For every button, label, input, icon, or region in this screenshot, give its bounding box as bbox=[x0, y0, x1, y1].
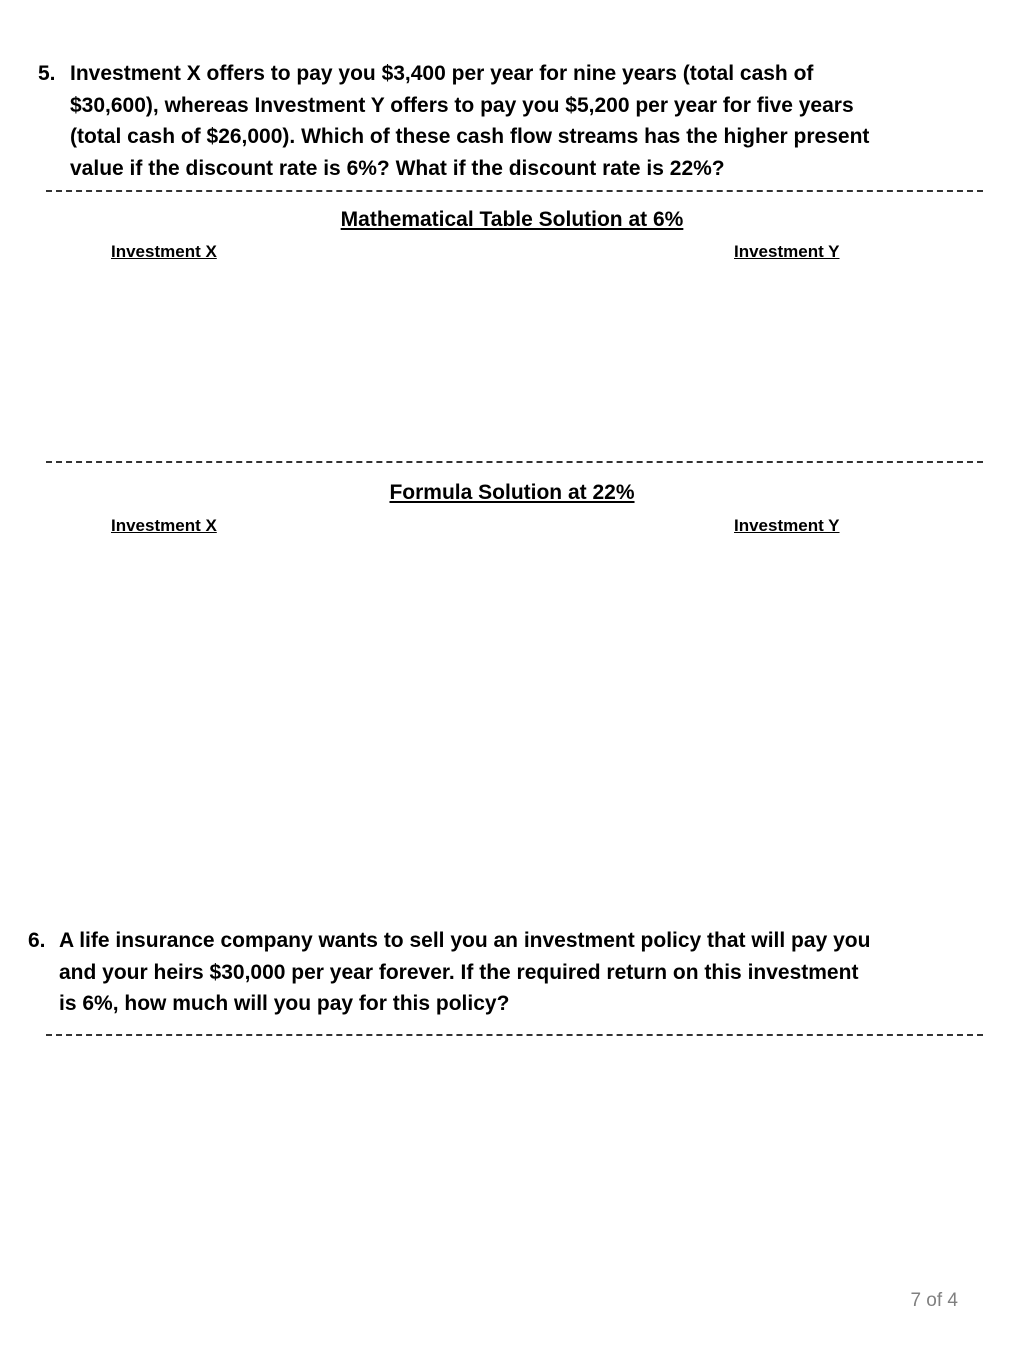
answer-space-table-solution[interactable] bbox=[46, 272, 983, 452]
question-5-number: 5. bbox=[38, 62, 56, 85]
question-6-line: is 6%, how much will you pay for this policy? bbox=[59, 992, 510, 1015]
question-5-line: value if the discount rate is 6%? What if the discount rate is 22%? bbox=[70, 156, 725, 180]
answer-space-question-6[interactable] bbox=[46, 1045, 983, 1265]
question-6-text bbox=[59, 925, 989, 1020]
divider bbox=[46, 1034, 983, 1036]
question-6 bbox=[28, 925, 998, 1021]
section-title-table-solution: Mathematical Table Solution at 6% bbox=[340, 208, 684, 231]
question-5-line: Investment X offers to pay you $3,400 per year for nine years (total cash of bbox=[70, 62, 814, 85]
page-number: 7 of 4 bbox=[910, 1290, 958, 1311]
investment-y-label: Investment Y bbox=[734, 242, 840, 261]
question-5-text bbox=[70, 58, 990, 184]
investment-y-label: Investment Y bbox=[734, 516, 840, 535]
question-6-number: 6. bbox=[28, 929, 46, 952]
investment-x-label: Investment X bbox=[111, 516, 217, 535]
question-5-line: $30,600), whereas Investment Y offers to pay you $5,200 per year for five years bbox=[70, 93, 854, 117]
divider bbox=[46, 190, 983, 192]
investment-x-label: Investment X bbox=[111, 242, 217, 261]
question-6-line: A life insurance company wants to sell you an investment policy that will pay you bbox=[59, 929, 871, 952]
question-6-line: and your heirs $30,000 per year forever. If the required return on this investment bbox=[59, 960, 859, 984]
section-title-formula-solution: Formula Solution at 22% bbox=[389, 481, 635, 504]
question-5 bbox=[38, 58, 998, 186]
divider bbox=[46, 461, 983, 463]
question-5-line: (total cash of $26,000). Which of these cash flow streams has the higher present bbox=[70, 125, 870, 148]
answer-space-formula-solution[interactable] bbox=[46, 548, 983, 908]
